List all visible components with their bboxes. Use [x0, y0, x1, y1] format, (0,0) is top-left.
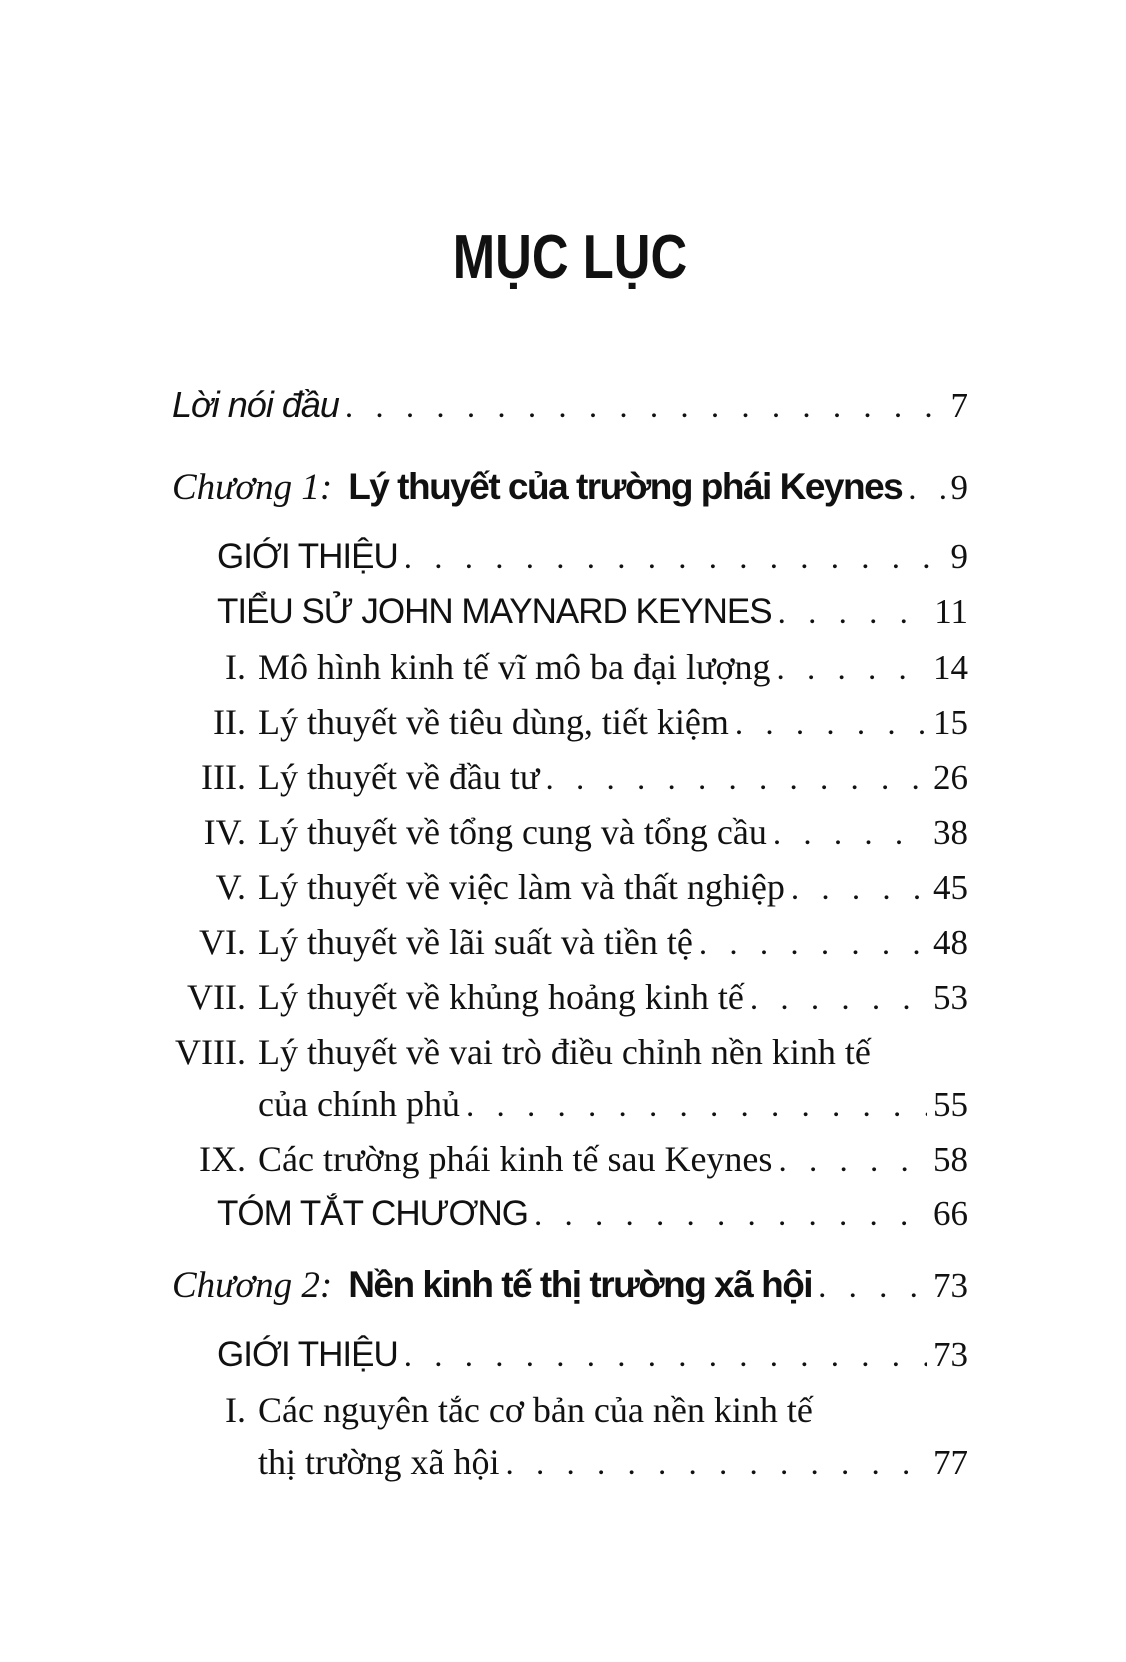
- entry-label: GIỚI THIỆU: [217, 537, 398, 576]
- item-line-2: [258, 1436, 968, 1490]
- entry-page: 11: [934, 592, 968, 631]
- dot-leader: [345, 381, 945, 433]
- item-lines: [258, 1384, 968, 1490]
- dot-leader: [818, 1261, 927, 1313]
- toc-entry-section: [172, 586, 968, 639]
- entry-label: GIỚI THIỆU: [217, 1335, 398, 1374]
- entry-page: 73: [933, 1335, 968, 1374]
- toc-entry-section: [172, 1188, 968, 1241]
- entry-page: 9: [950, 468, 968, 507]
- item-numeral: I.: [225, 647, 246, 687]
- entry-page: 48: [933, 923, 968, 962]
- item-lines: [258, 1026, 968, 1132]
- entry-page: 66: [933, 1194, 968, 1233]
- item-text: Lý thuyết về khủng hoảng kinh tế: [258, 977, 744, 1017]
- entry-page: 73: [933, 1266, 968, 1305]
- item-numeral: VII.: [187, 977, 246, 1017]
- entry-page: 14: [933, 648, 968, 687]
- toc-entry-section: [172, 1329, 968, 1382]
- dot-leader: [699, 918, 927, 970]
- entry-page: 38: [933, 813, 968, 852]
- item-text: Lý thuyết về đầu tư: [258, 757, 540, 797]
- item-text: Mô hình kinh tế vĩ mô ba đại lượng: [258, 647, 771, 687]
- page-title: MỤC LỤC: [452, 223, 688, 292]
- chapter-title: Lý thuyết của trường phái Keynes: [348, 466, 903, 507]
- toc-content: [172, 0, 968, 1491]
- entry-label: Lời nói đầu: [172, 384, 339, 425]
- dot-leader: [404, 1330, 927, 1382]
- item-numeral: VIII.: [175, 1032, 246, 1072]
- dot-leader: [404, 532, 945, 584]
- toc-entry-item: [172, 971, 968, 1025]
- entry-page: 45: [933, 868, 968, 907]
- entry-page: 77: [933, 1443, 968, 1482]
- item-text: Các trường phái kinh tế sau Keynes: [258, 1139, 773, 1179]
- entry-label: TÓM TẮT CHƯƠNG: [217, 1194, 528, 1233]
- item-numeral: IV.: [203, 812, 246, 852]
- entry-page: 26: [933, 758, 968, 797]
- toc-entry-item: [172, 1384, 968, 1490]
- chapter-prefix: Chương 1:: [172, 467, 333, 508]
- toc-entry-item: [172, 696, 968, 750]
- item-line-2: [258, 1078, 968, 1132]
- toc-entry-item: [172, 1026, 968, 1132]
- item-numeral: I.: [225, 1390, 246, 1430]
- entry-page: 53: [933, 978, 968, 1017]
- item-text: Lý thuyết về việc làm và thất nghiệp: [258, 867, 785, 907]
- dot-leader: [773, 808, 927, 860]
- item-line-1: [258, 1026, 968, 1078]
- item-numeral: III.: [201, 757, 246, 797]
- dot-leader: [545, 753, 927, 805]
- toc-entry-item: [172, 861, 968, 915]
- item-text: Các nguyên tắc cơ bản của nền kinh tế: [258, 1390, 813, 1430]
- dot-leader: [791, 863, 927, 915]
- entry-page: 9: [950, 537, 968, 576]
- chapter-prefix: Chương 2:: [172, 1265, 333, 1306]
- entry-page: 15: [933, 703, 968, 742]
- entry-page: 58: [933, 1140, 968, 1179]
- item-text: thị trường xã hội: [258, 1442, 500, 1482]
- item-numeral: VI.: [199, 922, 246, 962]
- dot-leader: [466, 1080, 927, 1132]
- toc-entry-item: [172, 1133, 968, 1187]
- toc-entry-chapter-2: [172, 1259, 968, 1313]
- item-line-1: [258, 1384, 968, 1436]
- dot-leader: [908, 463, 944, 515]
- dot-leader: [778, 587, 929, 639]
- chapter-title: Nền kinh tế thị trường xã hội: [348, 1264, 813, 1305]
- toc-entry-preface: [172, 379, 968, 433]
- toc-entry-item: [172, 641, 968, 695]
- toc-entry-chapter-1: [172, 461, 968, 515]
- item-numeral: V.: [215, 867, 246, 907]
- item-text: Lý thuyết về tổng cung và tổng cầu: [258, 812, 767, 852]
- dot-leader: [506, 1438, 927, 1490]
- dot-leader: [735, 698, 927, 750]
- toc-entry-section: [172, 531, 968, 584]
- item-text: Lý thuyết về vai trò điều chỉnh nền kinh tế: [258, 1032, 871, 1072]
- item-text: Lý thuyết về tiêu dùng, tiết kiệm: [258, 702, 729, 742]
- item-text: Lý thuyết về lãi suất và tiền tệ: [258, 922, 693, 962]
- entry-page: 55: [933, 1085, 968, 1124]
- item-text: của chính phủ: [258, 1084, 460, 1124]
- dot-leader: [534, 1189, 927, 1241]
- entry-page: 7: [950, 386, 968, 425]
- dot-leader: [778, 1135, 927, 1187]
- toc-entry-item: [172, 806, 968, 860]
- toc-entry-item: [172, 916, 968, 970]
- entry-label: TIỂU SỬ JOHN MAYNARD KEYNES: [217, 592, 772, 631]
- item-numeral: IX.: [199, 1139, 246, 1179]
- toc-entry-item: [172, 751, 968, 805]
- dot-leader: [777, 643, 927, 695]
- item-numeral: II.: [213, 702, 246, 742]
- dot-leader: [750, 973, 927, 1025]
